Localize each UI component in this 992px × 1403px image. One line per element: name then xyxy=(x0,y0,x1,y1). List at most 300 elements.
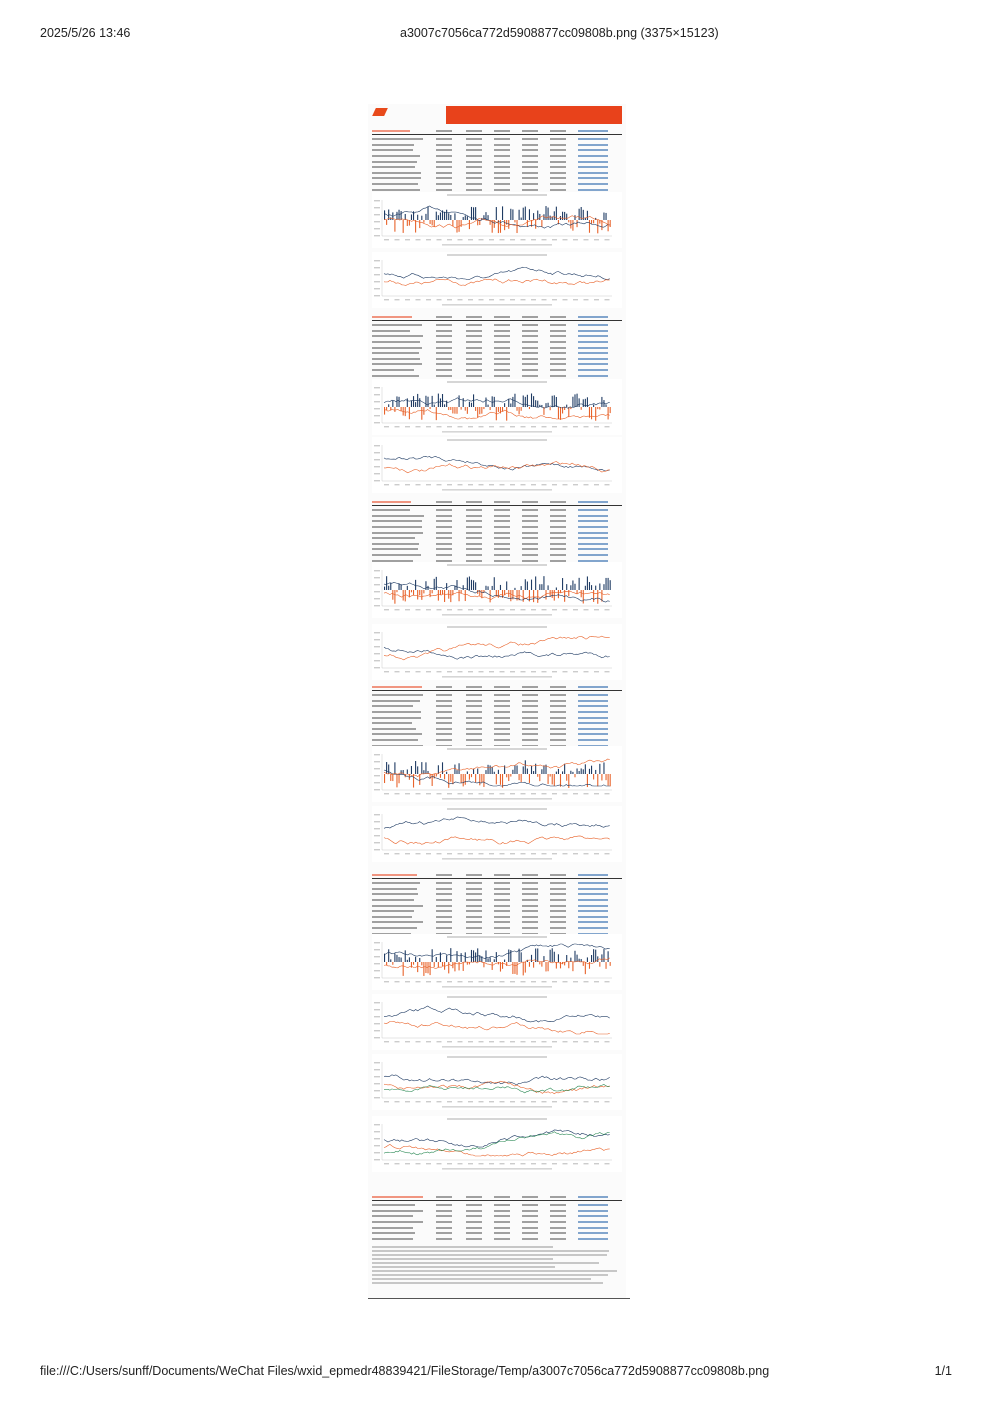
x-tick-label xyxy=(426,793,431,794)
table-row xyxy=(372,367,622,372)
x-tick-label xyxy=(500,671,505,672)
chart-bar xyxy=(593,405,594,407)
x-tick-label xyxy=(416,1041,421,1042)
x-tick-label xyxy=(468,239,473,240)
chart-bar xyxy=(494,577,495,590)
table-cell xyxy=(436,1215,452,1217)
x-tick-label xyxy=(563,426,568,427)
chart-bar xyxy=(432,949,433,962)
table-cell xyxy=(522,1204,538,1206)
x-tick-label xyxy=(489,299,494,300)
table-cell xyxy=(372,352,419,354)
chart-bar xyxy=(456,407,457,414)
table-cell xyxy=(578,686,608,688)
chart-bar xyxy=(396,590,397,592)
chart-bar xyxy=(467,216,468,220)
x-tick-label xyxy=(521,1041,526,1042)
chart-graphic xyxy=(372,806,622,862)
chart-bar xyxy=(500,774,501,785)
chart-bar xyxy=(589,769,590,774)
x-tick-label xyxy=(573,609,578,610)
x-tick-label xyxy=(552,484,557,485)
chart-bar xyxy=(531,766,532,774)
table-row xyxy=(372,897,622,902)
chart-bar xyxy=(467,771,468,774)
x-tick-label xyxy=(426,981,431,982)
chart-bar xyxy=(465,215,466,220)
x-tick-label xyxy=(552,793,557,794)
table-cell xyxy=(550,899,566,901)
x-tick-label xyxy=(594,299,599,300)
x-tick-label xyxy=(458,793,463,794)
table-cell xyxy=(522,189,538,191)
x-tick-label xyxy=(384,793,389,794)
chart-bar xyxy=(415,580,416,590)
x-tick-label xyxy=(479,981,484,982)
x-tick-label xyxy=(458,299,463,300)
y-tick-label xyxy=(374,401,380,402)
x-tick-label xyxy=(594,671,599,672)
chart-bar xyxy=(599,962,600,967)
y-tick-label xyxy=(374,835,380,836)
x-tick-label xyxy=(510,1101,515,1102)
y-tick-label xyxy=(374,1069,380,1070)
chart-bar xyxy=(448,962,449,973)
x-tick-label xyxy=(384,1163,389,1164)
chart-bar xyxy=(529,407,530,409)
chart-bar xyxy=(550,407,551,410)
x-tick-label xyxy=(447,239,452,240)
table-cell xyxy=(372,375,419,377)
x-tick-label xyxy=(552,981,557,982)
chart-bar xyxy=(572,962,573,971)
x-tick-label xyxy=(416,299,421,300)
chart-bar xyxy=(597,220,598,233)
chart-bar xyxy=(533,590,534,602)
chart-bar xyxy=(434,774,435,778)
table-cell xyxy=(436,733,452,735)
table-cell xyxy=(372,888,417,890)
table-cell xyxy=(494,515,510,517)
table-cell xyxy=(578,347,608,349)
chart-bar xyxy=(568,590,569,596)
chart-bar xyxy=(394,220,395,232)
data-table xyxy=(372,872,622,936)
chart-bar xyxy=(448,774,449,788)
x-tick-label xyxy=(584,793,589,794)
table-cell xyxy=(372,705,413,707)
x-tick-label xyxy=(510,484,515,485)
chart-bar xyxy=(579,209,580,220)
x-tick-label xyxy=(605,671,610,672)
chart-bar xyxy=(595,586,596,590)
chart-bar xyxy=(392,401,393,407)
table-cell xyxy=(522,537,538,539)
table-cell xyxy=(550,501,566,503)
table-cell xyxy=(550,739,566,741)
chart-bar xyxy=(550,950,551,962)
table-row xyxy=(372,737,622,742)
chart-bar xyxy=(539,584,540,590)
y-tick-label xyxy=(374,598,380,599)
x-tick-label xyxy=(584,671,589,672)
chart-bar xyxy=(500,585,501,590)
table-cell xyxy=(372,548,418,550)
table-cell xyxy=(466,352,482,354)
table-cell xyxy=(494,161,510,163)
table-cell xyxy=(578,324,608,326)
chart-bar xyxy=(512,770,513,774)
chart-bar xyxy=(436,774,437,776)
chart-bar xyxy=(514,962,515,974)
table-cell xyxy=(372,189,420,191)
chart-bar xyxy=(450,215,451,220)
x-tick-label xyxy=(584,426,589,427)
data-table xyxy=(372,314,622,378)
chart-bar xyxy=(446,772,447,774)
table-cell xyxy=(436,155,452,157)
chart-bar xyxy=(475,952,476,962)
chart-bar xyxy=(570,771,571,774)
table-cell xyxy=(372,155,420,157)
chart-title xyxy=(447,808,547,810)
table-cell xyxy=(466,335,482,337)
table-cell xyxy=(466,1196,482,1198)
table-cell xyxy=(578,728,608,730)
chart-bar xyxy=(438,590,439,601)
table-cell xyxy=(494,888,510,890)
chart-bar xyxy=(398,397,399,407)
chart-series-line xyxy=(384,636,610,660)
x-tick-label xyxy=(405,426,410,427)
table-cell xyxy=(372,532,423,534)
table-row xyxy=(372,334,622,339)
table-cell xyxy=(550,733,566,735)
chart-panel xyxy=(372,1116,622,1172)
chart-bar xyxy=(516,220,517,233)
table-cell xyxy=(522,1210,538,1212)
chart-bar xyxy=(413,396,414,407)
table-cell xyxy=(578,916,608,918)
table-cell xyxy=(466,369,482,371)
x-tick-label xyxy=(426,484,431,485)
table-row xyxy=(372,920,622,925)
x-tick-label xyxy=(573,793,578,794)
chart-bar xyxy=(574,951,575,962)
x-tick-label xyxy=(552,239,557,240)
table-cell xyxy=(372,1227,413,1229)
chart-bar xyxy=(450,407,451,410)
table-cell xyxy=(372,893,418,895)
chart-bar xyxy=(519,210,520,220)
chart-bar xyxy=(450,590,451,602)
table-cell xyxy=(466,155,482,157)
chart-bar xyxy=(492,767,493,774)
table-cell xyxy=(372,717,421,719)
table-header xyxy=(372,872,622,877)
table-cell xyxy=(372,347,422,349)
table-cell xyxy=(436,1204,452,1206)
table-row xyxy=(372,373,622,378)
x-tick-label xyxy=(437,299,442,300)
x-tick-label xyxy=(384,853,389,854)
table-row xyxy=(372,903,622,908)
note-line xyxy=(372,1266,555,1268)
x-tick-label xyxy=(605,299,610,300)
table-cell xyxy=(578,543,608,545)
table-row xyxy=(372,137,622,142)
table-row xyxy=(372,1219,622,1224)
y-tick-label xyxy=(374,768,380,769)
table-cell xyxy=(372,183,418,185)
table-cell xyxy=(578,130,608,132)
table-cell xyxy=(522,893,538,895)
table-cell xyxy=(436,520,452,522)
x-tick-label xyxy=(489,1041,494,1042)
chart-bar xyxy=(572,397,573,407)
chart-bar xyxy=(523,766,524,774)
x-tick-label xyxy=(489,426,494,427)
table-row xyxy=(372,323,622,328)
x-tick-label xyxy=(447,299,452,300)
chart-bar xyxy=(556,587,557,590)
chart-bar xyxy=(605,962,606,969)
chart-bar xyxy=(475,407,476,411)
y-tick-label xyxy=(374,789,380,790)
x-tick-label xyxy=(500,299,505,300)
x-tick-label xyxy=(500,981,505,982)
chart-bar xyxy=(552,948,553,962)
note-line xyxy=(372,1246,553,1248)
table-cell xyxy=(494,1238,510,1240)
chart-bar xyxy=(591,407,592,419)
x-tick-label xyxy=(573,484,578,485)
x-tick-label xyxy=(510,1163,515,1164)
chart-bar xyxy=(516,407,517,411)
x-tick-label xyxy=(542,981,547,982)
x-tick-label xyxy=(510,1041,515,1042)
table-cell xyxy=(578,548,608,550)
x-tick-label xyxy=(405,1101,410,1102)
table-row xyxy=(372,881,622,886)
chart-bar xyxy=(601,954,602,962)
chart-bar xyxy=(496,207,497,220)
table-cell xyxy=(550,149,566,151)
x-tick-label xyxy=(521,609,526,610)
table-cell xyxy=(372,921,423,923)
chart-graphic xyxy=(372,934,622,990)
x-tick-label xyxy=(510,671,515,672)
chart-bar xyxy=(471,403,472,407)
x-tick-label xyxy=(468,981,473,982)
chart-bar xyxy=(411,590,412,592)
table-cell xyxy=(494,537,510,539)
chart-bar xyxy=(444,590,445,602)
chart-bar xyxy=(579,578,580,590)
chart-bar xyxy=(413,590,414,595)
chart-bar xyxy=(388,586,389,590)
chart-bar xyxy=(479,407,480,414)
table-cell xyxy=(372,711,421,713)
table-cell xyxy=(466,694,482,696)
table-cell xyxy=(550,1204,566,1206)
chart-bar xyxy=(407,220,408,226)
chart-bar xyxy=(386,762,387,774)
table-cell xyxy=(494,532,510,534)
y-tick-label xyxy=(374,754,380,755)
table-cell xyxy=(494,138,510,140)
x-tick-label xyxy=(405,239,410,240)
x-tick-label xyxy=(395,1101,400,1102)
chart-bar xyxy=(401,407,402,411)
chart-bar xyxy=(409,220,410,226)
x-tick-label xyxy=(584,609,589,610)
x-tick-label xyxy=(510,609,515,610)
chart-bar xyxy=(597,590,598,604)
table-cell xyxy=(522,1196,538,1198)
table-cell xyxy=(550,700,566,702)
table-cell xyxy=(436,335,452,337)
chart-bar xyxy=(444,404,445,407)
x-tick-label xyxy=(573,1041,578,1042)
table-cell xyxy=(372,1238,413,1240)
table-cell xyxy=(466,554,482,556)
table-cell xyxy=(578,155,608,157)
table-cell xyxy=(550,509,566,511)
chart-bar xyxy=(566,584,567,590)
table-cell xyxy=(550,166,566,168)
chart-bar xyxy=(421,407,422,420)
table-cell xyxy=(578,183,608,185)
x-tick-label xyxy=(563,671,568,672)
x-tick-label xyxy=(521,671,526,672)
x-tick-label xyxy=(395,793,400,794)
chart-bar xyxy=(597,407,598,409)
x-tick-label xyxy=(437,1101,442,1102)
legend xyxy=(442,431,552,433)
chart-bar xyxy=(423,962,424,976)
table-cell xyxy=(372,927,417,929)
chart-bar xyxy=(589,582,590,590)
x-tick-label xyxy=(500,484,505,485)
report-image xyxy=(368,104,626,1299)
x-tick-label xyxy=(594,1041,599,1042)
chart-bar xyxy=(421,590,422,600)
table-cell xyxy=(494,509,510,511)
table-cell xyxy=(578,905,608,907)
x-tick-label xyxy=(437,426,442,427)
table-cell xyxy=(550,686,566,688)
chart-bar xyxy=(502,206,503,220)
chart-bar xyxy=(432,590,433,593)
chart-title xyxy=(447,626,547,628)
chart-bar xyxy=(603,400,604,407)
table-cell xyxy=(522,130,538,132)
chart-bar xyxy=(541,220,542,227)
x-tick-label xyxy=(458,426,463,427)
table-cell xyxy=(550,155,566,157)
table-cell xyxy=(372,874,417,876)
x-tick-label xyxy=(500,793,505,794)
table-cell xyxy=(550,1210,566,1212)
x-tick-label xyxy=(458,1041,463,1042)
table-cell xyxy=(466,910,482,912)
x-tick-label xyxy=(384,609,389,610)
table-cell xyxy=(578,341,608,343)
chart-bar xyxy=(610,220,611,227)
table-cell xyxy=(466,893,482,895)
chart-bar xyxy=(471,950,472,962)
table-cell xyxy=(550,882,566,884)
table-row xyxy=(372,339,622,344)
x-tick-label xyxy=(405,1163,410,1164)
chart-bar xyxy=(548,585,549,590)
table-cell xyxy=(436,130,452,132)
table-cell xyxy=(522,711,538,713)
x-tick-label xyxy=(426,239,431,240)
table-cell xyxy=(550,330,566,332)
chart-bar xyxy=(465,590,466,601)
table-cell xyxy=(372,694,423,696)
table-cell xyxy=(578,1232,608,1234)
y-tick-label xyxy=(374,221,380,222)
chart-bar xyxy=(436,577,437,590)
chart-bar xyxy=(570,220,571,229)
y-tick-label xyxy=(374,949,380,950)
table-cell xyxy=(494,177,510,179)
chart-bar xyxy=(537,401,538,407)
x-tick-label xyxy=(447,853,452,854)
x-tick-label xyxy=(416,671,421,672)
chart-title xyxy=(447,254,547,256)
table-cell xyxy=(466,161,482,163)
y-tick-label xyxy=(374,632,380,633)
chart-bar xyxy=(535,576,536,590)
table-cell xyxy=(494,1204,510,1206)
chart-bar xyxy=(583,769,584,774)
table-cell xyxy=(372,316,412,318)
table-row xyxy=(372,159,622,164)
table-row xyxy=(372,704,622,709)
table-cell xyxy=(578,172,608,174)
x-tick-label xyxy=(468,299,473,300)
x-tick-label xyxy=(500,1101,505,1102)
x-tick-label xyxy=(447,793,452,794)
x-tick-label xyxy=(489,671,494,672)
chart-bar xyxy=(539,214,540,220)
table-cell xyxy=(466,686,482,688)
x-tick-label xyxy=(584,1163,589,1164)
y-tick-label xyxy=(374,274,380,275)
table-cell xyxy=(550,711,566,713)
chart-bar xyxy=(535,400,536,407)
table-cell xyxy=(550,905,566,907)
chart-panel xyxy=(372,746,622,802)
table-cell xyxy=(550,352,566,354)
chart-bar xyxy=(506,220,507,225)
chart-bar xyxy=(434,962,435,967)
table-cell xyxy=(372,166,415,168)
x-tick-label xyxy=(384,981,389,982)
chart-bar xyxy=(459,395,460,407)
chart-bar xyxy=(434,405,435,407)
y-tick-label xyxy=(374,963,380,964)
chart-bar xyxy=(531,955,532,962)
table-cell xyxy=(466,324,482,326)
x-tick-label xyxy=(426,671,431,672)
chart-bar xyxy=(390,217,391,220)
note-line xyxy=(372,1254,607,1256)
